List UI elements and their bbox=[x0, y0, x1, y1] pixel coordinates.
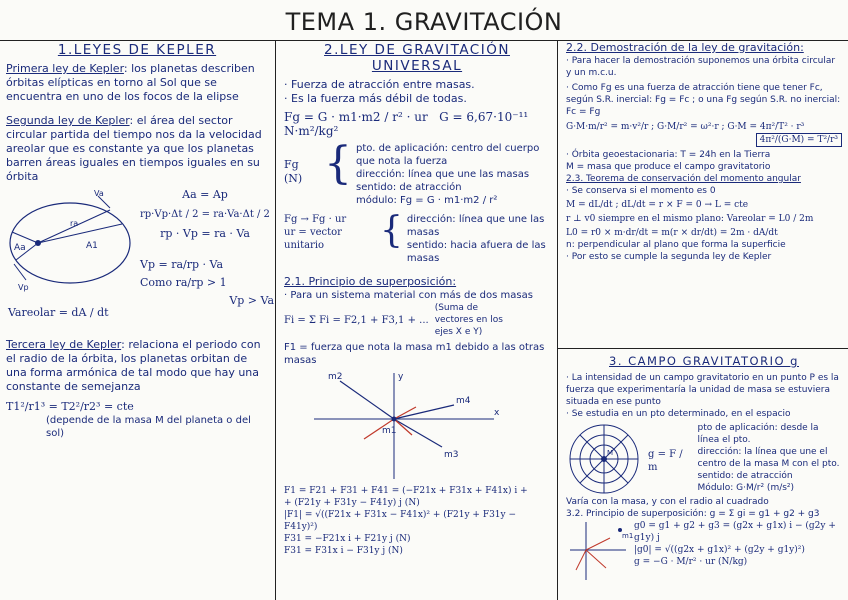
eq-line-1: F1 = F21 + F31 + F41 = (−F21x + F31x + F41x) i + bbox=[284, 486, 528, 496]
label-va: Va bbox=[94, 189, 104, 198]
column-divider-2 bbox=[557, 40, 558, 600]
g-vector-diagram bbox=[566, 520, 634, 582]
eq-line-4: F31 = −F21x i + F21y j (N) bbox=[284, 534, 411, 544]
areas-equation: Aa = Ap bbox=[182, 188, 228, 201]
field-lines-diagram bbox=[566, 422, 644, 496]
orbit-diagram bbox=[6, 188, 134, 298]
demo-line-10: r ⊥ v0 siempre en el mismo plano: Vareolar = L0 / 2m bbox=[566, 214, 814, 224]
g-equation: g = F / m bbox=[648, 449, 683, 473]
law3-title: Tercera ley de Kepler bbox=[6, 338, 122, 351]
ur-sense: sentido: hacia afuera de las masas bbox=[406, 240, 546, 264]
law2-title: Segunda ley de Kepler bbox=[6, 114, 130, 127]
superposition-eq-row bbox=[284, 302, 550, 338]
law2-paragraph bbox=[6, 114, 268, 184]
superposition-text: · Para un sistema material con más de dos masas bbox=[284, 290, 533, 301]
label-m4: m4 bbox=[456, 396, 471, 406]
law3-note: (depende de la masa M del planeta o del sol) bbox=[46, 415, 251, 439]
g-vector-equation: g = −G · M/r² · ur (N/kg) bbox=[634, 557, 748, 567]
g-prop-modulus: Módulo: G·M/r² (m/s²) bbox=[697, 483, 795, 493]
label-vp: Vp bbox=[18, 283, 29, 292]
law2-text: : el área del sector circular partida del tiempo nos da la velocidad areolar que es constante ya que los planetas barren áreas iguales en tiempos iguales en su órbita bbox=[6, 114, 262, 183]
bullet-weakest: · Es la fuerza más débil de todas. bbox=[284, 92, 467, 105]
superposition-equation: Fi = Σ Fi = F2,1 + F3,1 + ... bbox=[284, 314, 429, 326]
law1-paragraph bbox=[6, 62, 268, 104]
label-m3: m3 bbox=[444, 450, 459, 460]
superposition-g-heading: 3.2. Principio de superposición: g = Σ gi = g1 + g2 + g3 bbox=[566, 509, 820, 519]
g-prop-direction: dirección: la línea que une el centro de la masa M con el pto. bbox=[697, 447, 840, 469]
g-sum-row bbox=[566, 520, 842, 582]
label-A1: A1 bbox=[86, 241, 98, 251]
demo-line-1: · Para hacer la demostración suponemos una órbita circular y un m.c.u. bbox=[566, 56, 836, 78]
campo-gravitatorio-section bbox=[566, 352, 842, 582]
area-fraction-equation: rp·Vp·Δt / 2 = ra·Va·Δt / 2 bbox=[140, 209, 270, 220]
fg-prop-modulus: módulo: Fg = G · m1·m2 / r² bbox=[356, 195, 498, 206]
law1-text: : los planetas describen órbitas elípticas en torno al Sol que se encuentra en uno de los focos de la elipse bbox=[6, 62, 255, 103]
kepler-area-block bbox=[6, 188, 274, 332]
campo-definition: · La intensidad de un campo gravitatorio en un punto P es la fuerza que experimentaría la unidad de masa se estuviera situada en ese punto bbox=[566, 373, 839, 407]
fg-properties: Fg (N) { pto. de aplicación: centro del cuerpo que nota la fuerza dirección: línea que une las masas sentido: de atracción módulo: Fg = G · m1·m2 / r² bbox=[284, 142, 550, 207]
page-title: TEMA 1. GRAVITACIÓN bbox=[285, 8, 563, 36]
campo-heading: 3. CAMPO GRAVITATORIO g bbox=[609, 354, 799, 368]
demo-line-5: · Órbita geoestacionaria: T = 24h en la Tierra bbox=[566, 150, 771, 160]
fg-prop-point: pto. de aplicación: centro del cuerpo que nota la fuerza bbox=[356, 143, 540, 167]
kepler-heading: 1.LEYES DE KEPLER bbox=[57, 42, 217, 58]
demo-line-2: · Como Fg es una fuerza de atracción tiene que tener Fc, según S.R. inercial: Fg = Fc ; o una Fg según S.R. no inercial: Fc = Fg bbox=[566, 83, 841, 117]
demo-line-7: 2.3. Teorema de conservación del momento angular bbox=[566, 174, 801, 184]
fg-property-list bbox=[356, 142, 550, 207]
demo-line-3: G·M·m/r² = m·v²/r ; G·M/r² = ω²·r ; G·M = 4π²/T² · r³ bbox=[566, 122, 805, 132]
ur-direction: dirección: línea que une las masas bbox=[406, 214, 545, 238]
vector-equations bbox=[284, 485, 550, 557]
g-sum-equation: g0 = g1 + g2 + g3 = (g2x + g1x) i − (g2y + g1y) j bbox=[634, 521, 836, 543]
fg-short: Fg → Fg · ur bbox=[284, 214, 347, 225]
demo-line-9: M = dL/dt ; dL/dt = r × F = 0 → L = cte bbox=[566, 200, 749, 210]
vp-equation: Vp = ra/rp · Va bbox=[140, 258, 223, 271]
demo-line-6: M = masa que produce el campo gravitatorio bbox=[566, 162, 771, 172]
demo-line-11: L0 = r0 × m·dr/dt = m(r × dr/dt) = 2m · dA/dt bbox=[566, 228, 778, 238]
ur-definition: ur = vector unitario bbox=[284, 227, 342, 251]
kepler3-box: 4π²/(G·M) = T²/r³ bbox=[756, 133, 842, 147]
label-x-axis: x bbox=[494, 408, 500, 418]
g-constant: G = 6,67·10⁻¹¹ N·m²/kg² bbox=[284, 110, 529, 138]
vp-block bbox=[140, 246, 274, 308]
demo-line-12: n: perpendicular al plano que forma la superficie bbox=[566, 240, 786, 250]
column-divider-1 bbox=[275, 40, 276, 600]
g-prop-point: pto de aplicación: desde la línea el pto. bbox=[697, 423, 819, 445]
area-equations bbox=[140, 188, 270, 241]
ur-block: Fg → Fg · ur ur = vector unitario { dirección: línea que une las masas sentido: hacia afuera de las masas bbox=[284, 210, 546, 264]
fg-prop-direction: dirección: línea que une las masas bbox=[356, 169, 530, 180]
label-m1-field: m1 bbox=[622, 532, 634, 540]
superposition-note: (Suma de vectores en los ejes X e Y) bbox=[434, 303, 503, 337]
rp-vp-equation: rp · Vp = ra · Va bbox=[160, 227, 250, 240]
demonstration-heading: 2.2. Demostración de la ley de gravitación: bbox=[566, 41, 804, 54]
demo-line-13: · Por esto se cumple la segunda ley de Kepler bbox=[566, 252, 772, 262]
law3-text: : relaciona el periodo con el radio de la órbita, los planetas orbitan de una forma armónica de tal modo que hay una constante de semejanza bbox=[6, 338, 261, 393]
eq-line-2: + (F21y + F31y − F41y) j (N) bbox=[284, 498, 420, 508]
campo-study: · Se estudia en un pto determinado, en el espacio bbox=[566, 409, 791, 419]
law3-paragraph bbox=[6, 338, 268, 394]
vareolar-equation: Vareolar = dA / dt bbox=[8, 306, 109, 319]
fg-equation: Fg = G · m1·m2 / r² · ur bbox=[284, 110, 428, 124]
f1-definition: F1 = fuerza que nota la masa m1 debido a las otras masas bbox=[284, 342, 545, 366]
bullet-attraction: · Fuerza de atracción entre masas. bbox=[284, 78, 475, 91]
field-diagram-row bbox=[566, 422, 842, 496]
demo-line-8: · Se conserva si el momento es 0 bbox=[566, 186, 716, 196]
fg-prop-sense: sentido: de atracción bbox=[356, 182, 462, 193]
g-property-list bbox=[698, 422, 842, 496]
varia-line: Varía con la masa, y con el radio al cuadrado bbox=[566, 497, 769, 507]
law3-equation: T1²/r1³ = T2²/r2³ = cte bbox=[6, 400, 134, 413]
eq-line-3: |F1| = √((F21x + F31x − F41x)² + (F21y + F31y − F41y)²) bbox=[284, 510, 517, 532]
label-y-axis: y bbox=[398, 372, 404, 382]
fg-equation-row bbox=[284, 110, 550, 138]
label-m1: m1 bbox=[382, 426, 397, 436]
force-vector-diagram bbox=[304, 369, 504, 481]
gravitation-heading: 2.LEY DE GRAVITACIÓN UNIVERSAL bbox=[324, 42, 510, 74]
como-condition: Como ra/rp > 1 bbox=[140, 276, 227, 289]
g-prop-sense: sentido: de atracción bbox=[697, 471, 793, 481]
kepler-column bbox=[0, 40, 274, 600]
g-modulus-equation: |g0| = √((g2x + g1x)² + (g2y + g1y)²) bbox=[634, 545, 805, 555]
label-m2: m2 bbox=[328, 372, 343, 382]
law1-title: Primera ley de Kepler bbox=[6, 62, 124, 75]
label-ra: ra bbox=[70, 219, 79, 228]
gravitation-law-column bbox=[278, 40, 556, 600]
superposition-heading: 2.1. Principio de superposición: bbox=[284, 275, 457, 288]
demonstration-column bbox=[560, 40, 848, 600]
vp-greater-va: Vp > Va bbox=[229, 294, 274, 307]
eq-line-5: F31 = F31x i − F31y j (N) bbox=[284, 546, 403, 556]
label-M: M bbox=[607, 449, 614, 457]
label-Aa: Aa bbox=[14, 243, 26, 253]
